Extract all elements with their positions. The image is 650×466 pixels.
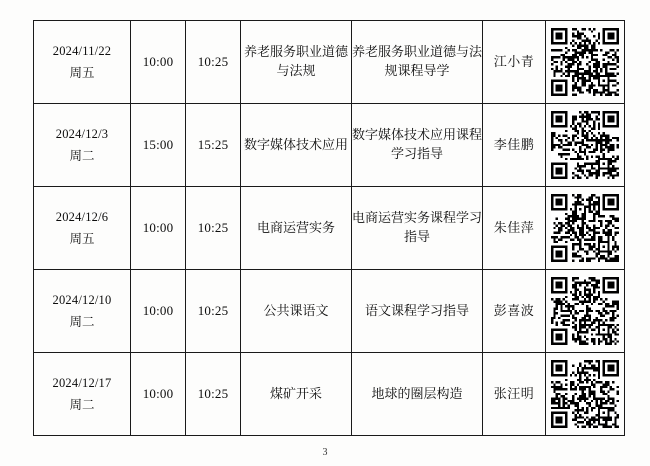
qr-cell — [546, 353, 625, 436]
date-cell — [34, 104, 131, 187]
table-row — [34, 104, 625, 187]
qr-wrapper — [546, 104, 624, 186]
topic-cell: 地球的圈层构造 — [352, 353, 483, 436]
teacher-cell: 朱佳萍 — [483, 187, 546, 270]
date-cell — [34, 353, 131, 436]
start-time-cell: 15:00 — [131, 104, 186, 187]
course-name-cell: 电商运营实务 — [241, 187, 352, 270]
table-row — [34, 353, 625, 436]
date-cell — [34, 187, 131, 270]
start-time-cell: 10:00 — [131, 187, 186, 270]
qr-code-icon[interactable] — [551, 28, 619, 96]
course-name-cell: 公共课语文 — [241, 270, 352, 353]
qr-wrapper — [546, 187, 624, 269]
weekday-text: 周五 — [69, 66, 95, 80]
date-text: 2024/12/17 — [52, 375, 112, 390]
teacher-cell: 江小青 — [483, 21, 546, 104]
topic-cell: 电商运营实务课程学习指导 — [352, 187, 483, 270]
end-time-cell: 10:25 — [186, 187, 241, 270]
teacher-cell: 彭喜波 — [483, 270, 546, 353]
course-schedule-table — [33, 20, 625, 436]
date-text: 2024/12/10 — [52, 292, 112, 307]
table-row — [34, 21, 625, 104]
start-time-cell: 10:00 — [131, 21, 186, 104]
end-time-cell: 10:25 — [186, 21, 241, 104]
page-number: 3 — [322, 447, 328, 458]
qr-cell — [546, 187, 625, 270]
qr-code-icon[interactable] — [551, 194, 619, 262]
qr-code-icon[interactable] — [551, 277, 619, 345]
qr-cell — [546, 104, 625, 187]
qr-wrapper — [546, 270, 624, 352]
course-name-cell: 养老服务职业道德与法规 — [241, 21, 352, 104]
start-time-cell: 10:00 — [131, 270, 186, 353]
date-text: 2024/11/22 — [52, 43, 112, 58]
end-time-cell: 15:25 — [186, 104, 241, 187]
start-time-cell: 10:00 — [131, 353, 186, 436]
teacher-cell: 李佳鹏 — [483, 104, 546, 187]
qr-wrapper — [546, 353, 624, 435]
table-body — [34, 21, 625, 436]
qr-code-icon[interactable] — [551, 360, 619, 428]
qr-cell — [546, 21, 625, 104]
qr-cell — [546, 270, 625, 353]
topic-cell: 养老服务职业道德与法规课程导学 — [352, 21, 483, 104]
end-time-cell: 10:25 — [186, 353, 241, 436]
weekday-text: 周五 — [69, 232, 95, 246]
date-text: 2024/12/3 — [55, 126, 109, 141]
date-cell — [34, 21, 131, 104]
course-name-cell: 数字媒体技术应用 — [241, 104, 352, 187]
weekday-text: 周二 — [69, 315, 95, 329]
weekday-text: 周二 — [69, 149, 95, 163]
teacher-cell: 张汪明 — [483, 353, 546, 436]
weekday-text: 周二 — [69, 398, 95, 412]
end-time-cell: 10:25 — [186, 270, 241, 353]
course-name-cell: 煤矿开采 — [241, 353, 352, 436]
table-row — [34, 187, 625, 270]
date-cell — [34, 270, 131, 353]
topic-cell: 数字媒体技术应用课程学习指导 — [352, 104, 483, 187]
qr-code-icon[interactable] — [551, 111, 619, 179]
qr-wrapper — [546, 21, 624, 103]
topic-cell: 语文课程学习指导 — [352, 270, 483, 353]
date-text: 2024/12/6 — [55, 209, 109, 224]
table-row — [34, 270, 625, 353]
